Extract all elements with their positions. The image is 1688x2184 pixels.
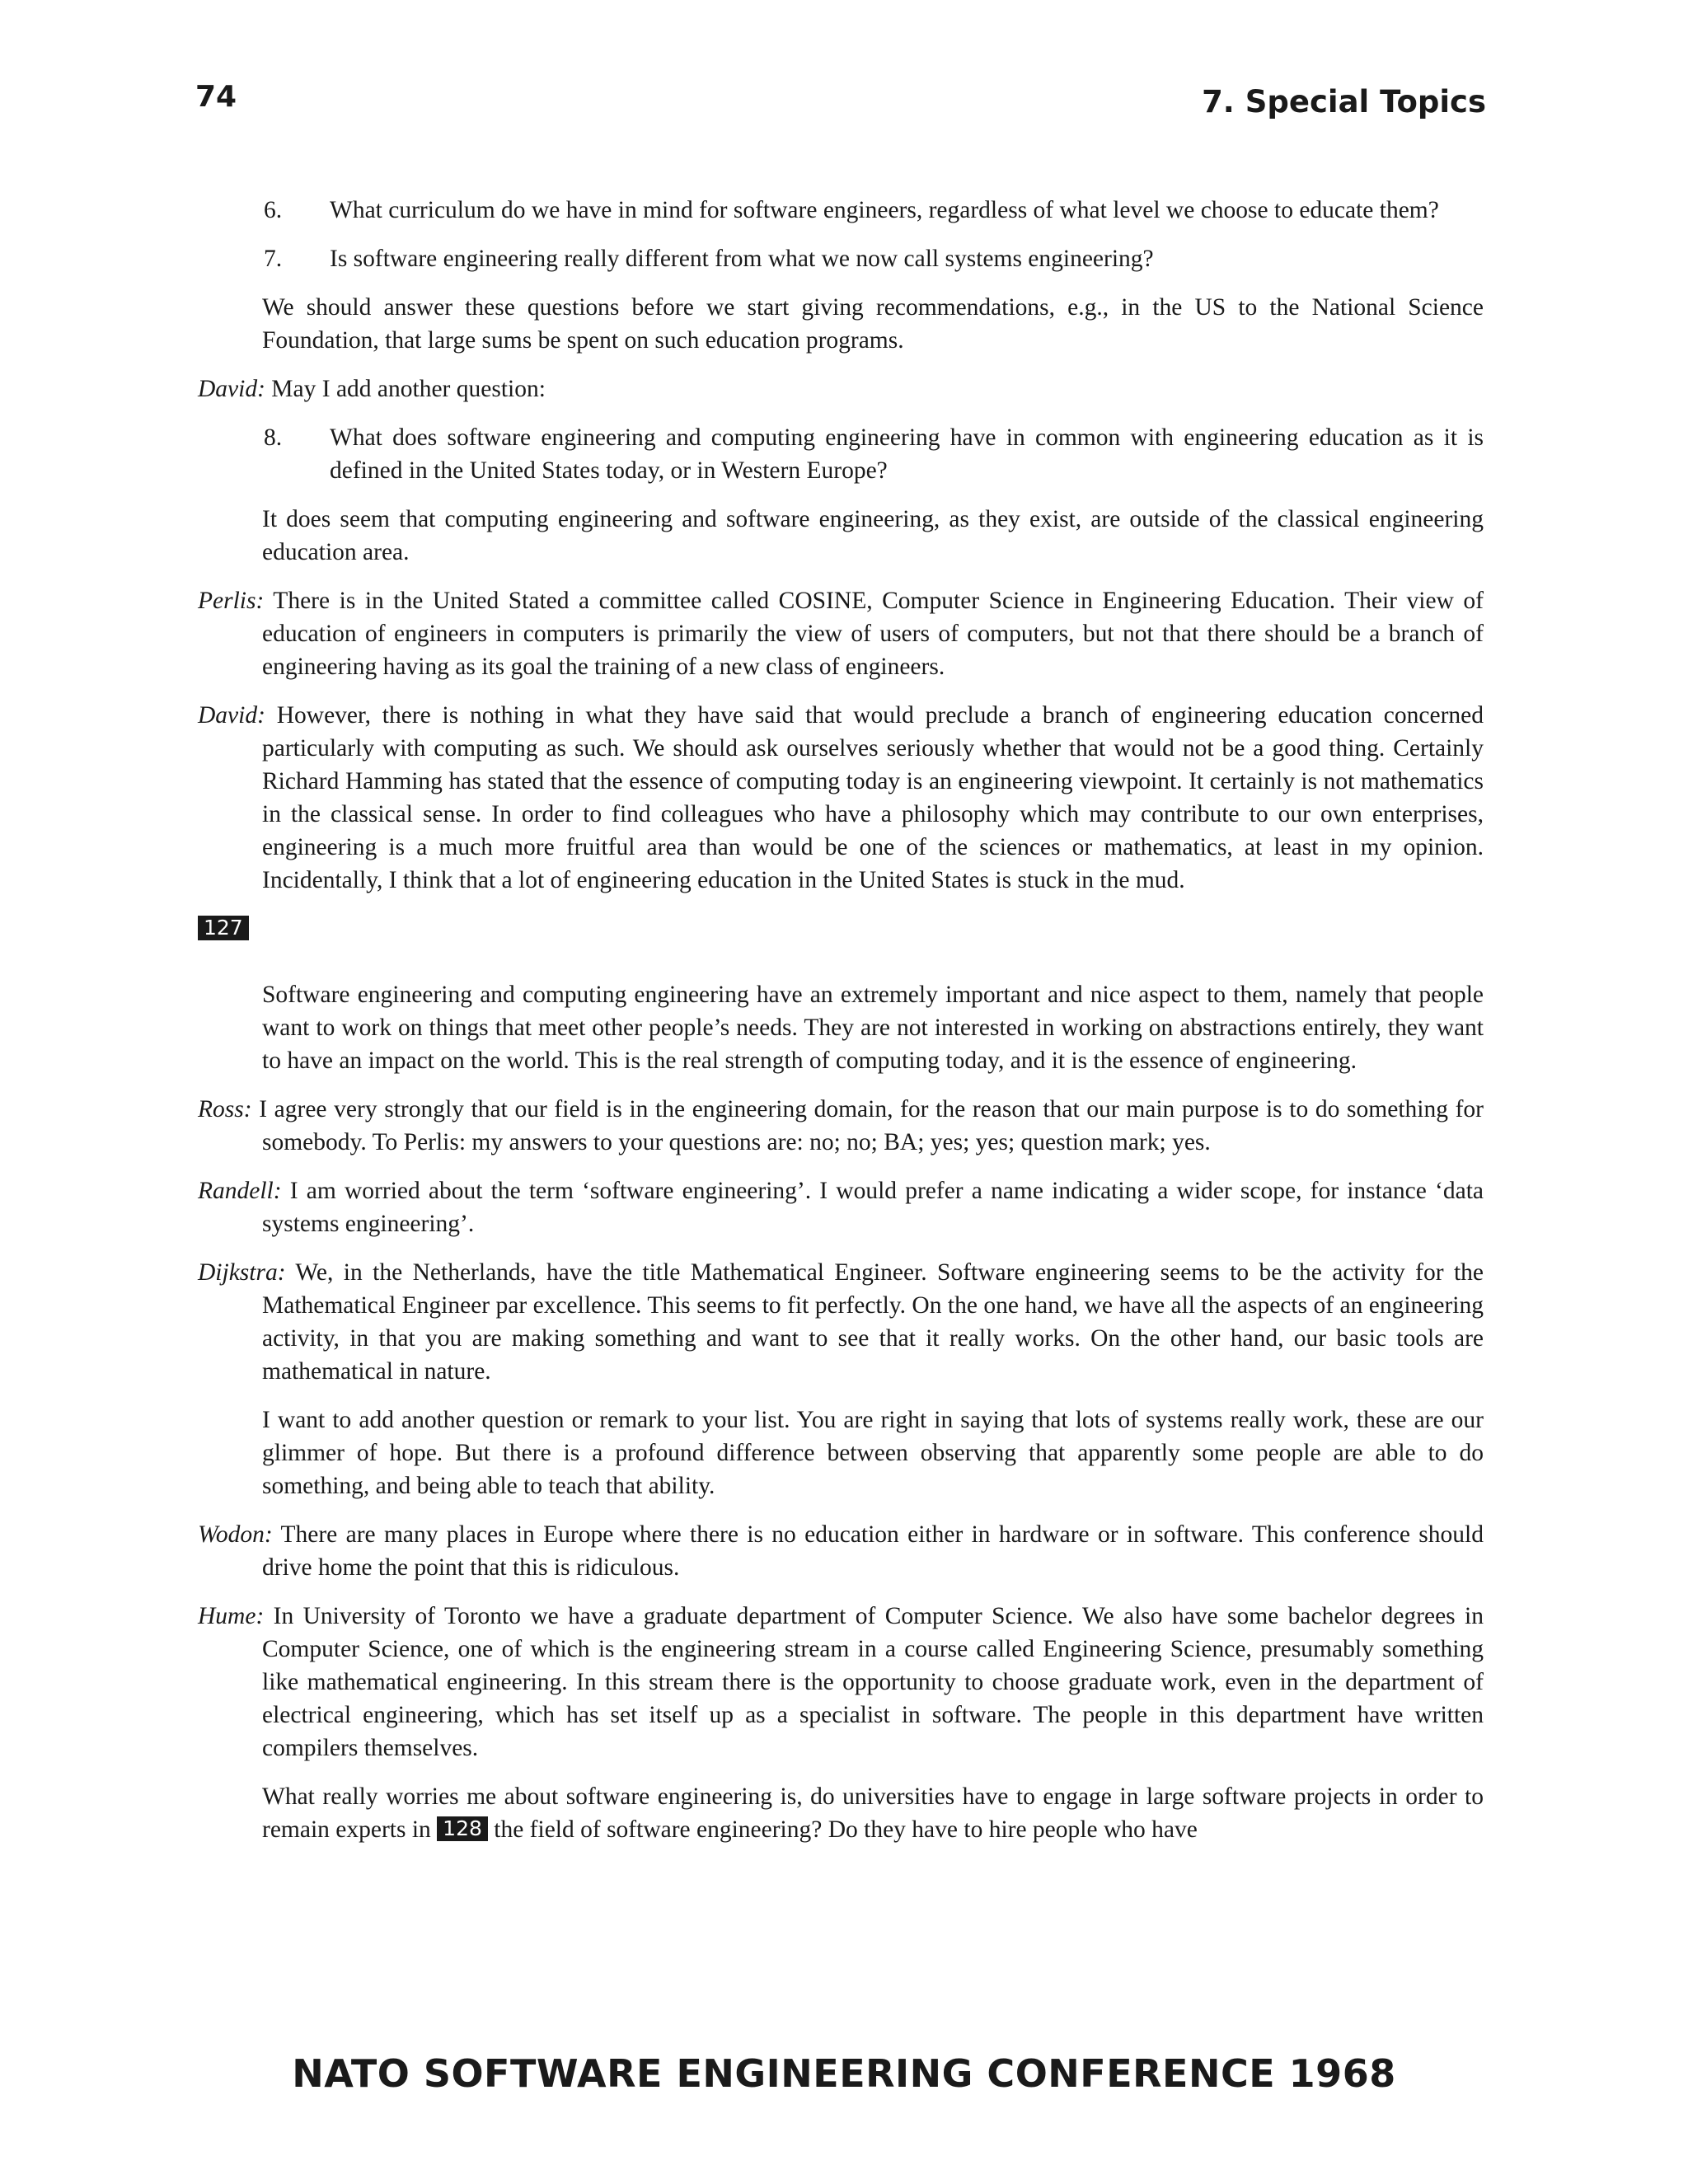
- question-text: What does software engineering and computing engineering have in common with engineering education as it is defined in the United States today, or in Western Europe?: [330, 424, 1484, 484]
- speech-text: We, in the Netherlands, have the title Mathematical Engineer. Software engineering seems to be the activity for the Mathematical Engineer par excellence. This seems to fit perfectly. On the one hand, we have all the aspects of an engineering activity, in that you are making something and want to see that it really works. On the other hand, our basic tools are mathematical in nature.: [262, 1259, 1484, 1385]
- original-page-marker: 128: [437, 1816, 488, 1841]
- speech-text: I agree very strongly that our field is in the engineering domain, for the reason that our main purpose is to do something for somebody. To Perlis: my answers to your questions are: no; no; BA; yes; yes; question mark; yes.: [251, 1096, 1484, 1155]
- speech-paragraph: [198, 1093, 1484, 1159]
- paragraph-text: What really worries me about software engineering is, do universities have to engage in large software projects in order to remain experts in: [262, 1783, 1484, 1843]
- original-page-marker: 127: [198, 916, 249, 940]
- question-number: 7.: [264, 246, 283, 272]
- paragraph: I want to add another question or remark to your list. You are right in saying that lots of systems really work, these are our glimmer of hope. But there is a profound difference between observing that apparently some people are able to do something, and being able to teach that ability.: [262, 1407, 1484, 1499]
- speech-paragraph: [198, 584, 1484, 683]
- speaker-name: David:: [198, 376, 265, 402]
- question-number: 8.: [264, 424, 283, 451]
- paragraph: Software engineering and computing engineering have an extremely important and nice aspect to them, namely that people want to work on things that meet other people’s needs. They are not interested in working on abstractions entirely, they want to have an impact on the world. This is the real strength of computing today, and it is the essence of engineering.: [262, 982, 1484, 1074]
- speech-paragraph: [198, 1256, 1484, 1388]
- speaker-name: Wodon:: [198, 1521, 273, 1548]
- paragraph: We should answer these questions before we start giving recommendations, e.g., in the US to the National Science Foundation, that large sums be spent on such education programs.: [262, 294, 1484, 354]
- speech-paragraph: [198, 373, 1484, 405]
- speech-text: There are many places in Europe where there is no education either in hardware or in software. This conference should drive home the point that this is ridiculous.: [262, 1521, 1484, 1581]
- paragraph: It does seem that computing engineering and software engineering, as they exist, are outside of the classical engineering education area.: [262, 506, 1484, 565]
- speaker-name: Ross:: [198, 1096, 252, 1122]
- speech-text: May I add another question:: [265, 376, 546, 402]
- speech-text: There is in the United Stated a committee called COSINE, Computer Science in Engineering Education. Their view of education of engineers in computers is primarily the view of users of computers, but not that there should be a branch of engineering having as its goal the training of a new class of engineers.: [262, 588, 1484, 680]
- paragraph-text: the field of software engineering? Do they have to hire people who have: [487, 1816, 1198, 1843]
- question-text: Is software engineering really different from what we now call systems engineering?: [330, 246, 1154, 272]
- speech-paragraph: [198, 1600, 1484, 1765]
- speech-paragraph: [198, 699, 1484, 897]
- question-item: [198, 242, 1484, 275]
- speaker-name: Dijkstra:: [198, 1259, 286, 1286]
- paragraph: [198, 1780, 1484, 1846]
- page-number: 74: [195, 80, 237, 114]
- speaker-name: David:: [198, 702, 265, 729]
- speech-text: I am worried about the term ‘software engineering’. I would prefer a name indicating a wider scope, for instance ‘data systems engineering’.: [262, 1178, 1484, 1237]
- page-body: [198, 194, 1484, 1862]
- speaker-name: Randell:: [198, 1178, 282, 1204]
- question-item: [198, 421, 1484, 487]
- speaker-name: Perlis:: [198, 588, 265, 614]
- original-page-marker-row: [198, 912, 1484, 945]
- speech-text: In University of Toronto we have a graduate department of Computer Science. We also have some bachelor degrees in Computer Science, one of which is the engineering stream in a course called Engineering Science, presumably something like mathematical engineering. In this stream there is the opportunity to choose graduate work, even in the department of electrical engineering, which has set itself up as a specialist in software. The people in this department have written compilers themselves.: [262, 1603, 1484, 1761]
- speech-text: However, there is nothing in what they have said that would preclude a branch of engineering education concerned particularly with computing as such. We should ask ourselves seriously whether that would not be a good thing. Certainly Richard Hamming has stated that the essence of computing today is an engineering viewpoint. It certainly is not mathematics in the classical sense. In order to find colleagues who have a philosophy which may contribute to our own enterprises, engineering is a much more fruitful area than would be one of the sciences or mathematics, at least in my opinion. Incidentally, I think that a lot of engineering education in the United States is stuck in the mud.: [262, 702, 1484, 893]
- question-item: [198, 194, 1484, 227]
- speaker-name: Hume:: [198, 1603, 265, 1629]
- speech-paragraph: [198, 1174, 1484, 1240]
- chapter-title: 7. Special Topics: [1202, 84, 1486, 120]
- question-text: What curriculum do we have in mind for software engineers, regardless of what level we choose to educate them?: [330, 197, 1439, 223]
- question-number: 6.: [264, 197, 283, 223]
- conference-footer: NATO SOFTWARE ENGINEERING CONFERENCE 1968: [292, 2051, 1396, 2096]
- speech-paragraph: [198, 1518, 1484, 1584]
